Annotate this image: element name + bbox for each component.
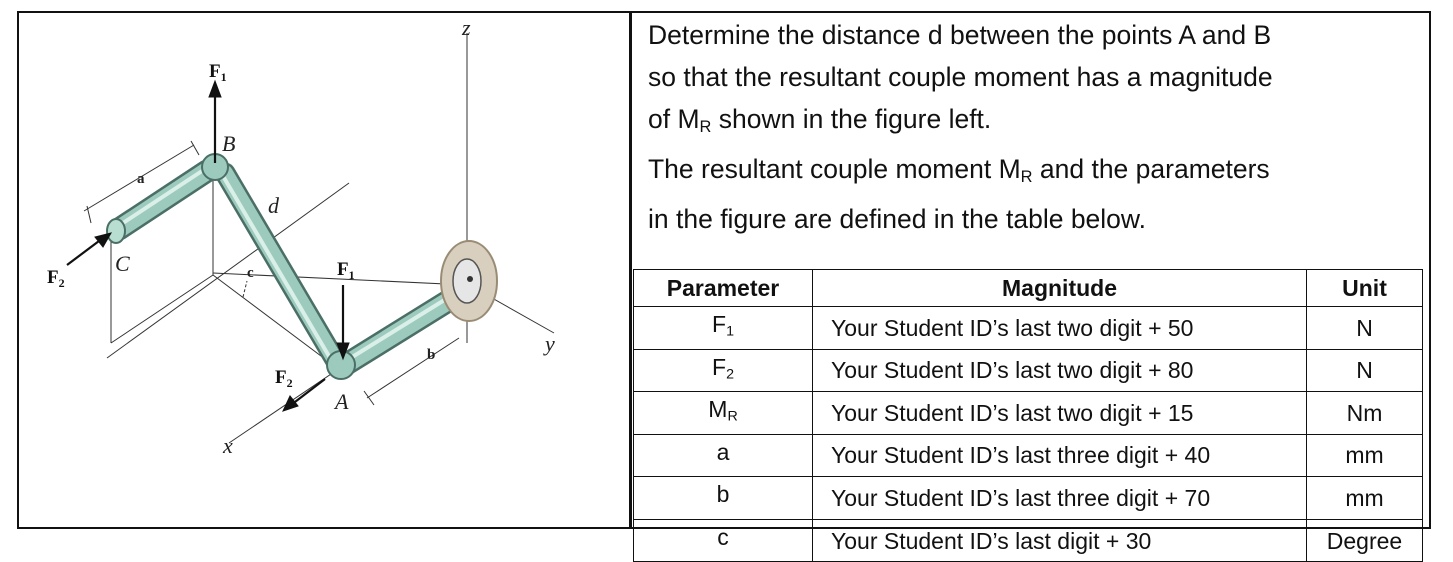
table-row xyxy=(634,434,1423,477)
unit-cell: mm xyxy=(1307,434,1423,477)
param-cell: b xyxy=(634,477,813,520)
column-divider xyxy=(629,11,632,529)
angle-mark xyxy=(243,281,247,297)
c-base-line xyxy=(111,275,213,343)
table-row xyxy=(634,349,1423,392)
problem-line-4: The resultant couple moment $M_R$ and the parameters xyxy=(648,154,1270,187)
param-cell: a xyxy=(634,434,813,477)
label-f1-a: $F_1$ xyxy=(337,259,355,282)
label-dim-b: b xyxy=(427,347,436,363)
f2-a-shaft xyxy=(291,379,325,405)
label-point-a: A xyxy=(335,389,349,414)
label-z: z xyxy=(462,15,471,40)
param-cell: $M_R$ xyxy=(634,392,813,435)
problem-line-5: in the figure are defined in the table below. xyxy=(648,204,1146,235)
unit-cell: N xyxy=(1307,349,1423,392)
header-parameter: Parameter xyxy=(634,270,813,307)
problem-statement xyxy=(648,14,1423,240)
table-row xyxy=(634,477,1423,520)
label-point-b: B xyxy=(222,131,236,156)
elbow-a xyxy=(327,351,355,379)
table-row xyxy=(634,307,1423,350)
f2-c-shaft xyxy=(67,238,103,265)
unit-cell: mm xyxy=(1307,477,1423,520)
header-unit: Unit xyxy=(1307,270,1423,307)
param-cell: c xyxy=(634,519,813,562)
dim-b-tick-1 xyxy=(364,391,374,405)
unit-cell: Degree xyxy=(1307,519,1423,562)
label-angle-c: c xyxy=(247,265,254,281)
label-x: x xyxy=(223,433,233,458)
unit-cell: Nm xyxy=(1307,392,1423,435)
pipe-figure xyxy=(19,13,629,527)
param-cell: $F_1$ xyxy=(634,307,813,350)
problem-line-1: Determine the distance d between the points A and B xyxy=(648,20,1272,50)
label-y: y xyxy=(545,331,555,356)
magnitude-cell: Your Student ID’s last digit + 30 xyxy=(813,519,1307,562)
dim-a-tick-2 xyxy=(191,141,199,155)
wall-flange xyxy=(453,259,481,303)
label-f2-a: $F_2$ xyxy=(275,367,293,390)
problem-line-2: so that the resultant couple moment has a magnitude xyxy=(648,62,1273,92)
flange-bolt xyxy=(467,276,473,282)
unit-cell: N xyxy=(1307,307,1423,350)
label-f1-top: $F_1$ xyxy=(209,61,227,84)
pipe-cb xyxy=(119,169,207,229)
header-magnitude: Magnitude xyxy=(813,270,1307,307)
magnitude-cell: Your Student ID’s last two digit + 80 xyxy=(813,349,1307,392)
label-dim-a: a xyxy=(137,171,145,187)
magnitude-cell: Your Student ID’s last three digit + 70 xyxy=(813,477,1307,520)
magnitude-cell: Your Student ID’s last two digit + 15 xyxy=(813,392,1307,435)
parameter-table xyxy=(633,269,1423,562)
magnitude-cell: Your Student ID’s last three digit + 40 xyxy=(813,434,1307,477)
f2-c-head xyxy=(95,233,111,247)
table-row xyxy=(634,392,1423,435)
force-arrows xyxy=(67,81,349,411)
pipe-end-c xyxy=(107,219,125,243)
label-f2-c: $F_2$ xyxy=(47,267,65,290)
pipe-a-wall xyxy=(345,291,461,365)
magnitude-cell: Your Student ID’s last two digit + 50 xyxy=(813,307,1307,350)
param-cell: $F_2$ xyxy=(634,349,813,392)
pipe-ba xyxy=(223,173,337,363)
table-row xyxy=(634,519,1423,562)
f1-b-head xyxy=(209,81,221,97)
construction-lines xyxy=(84,33,554,443)
label-point-c: C xyxy=(115,251,130,276)
problem-line-3: of $M_R$ shown in the figure left. xyxy=(648,104,992,137)
label-d: d xyxy=(268,193,279,218)
table-header-row xyxy=(634,270,1423,307)
